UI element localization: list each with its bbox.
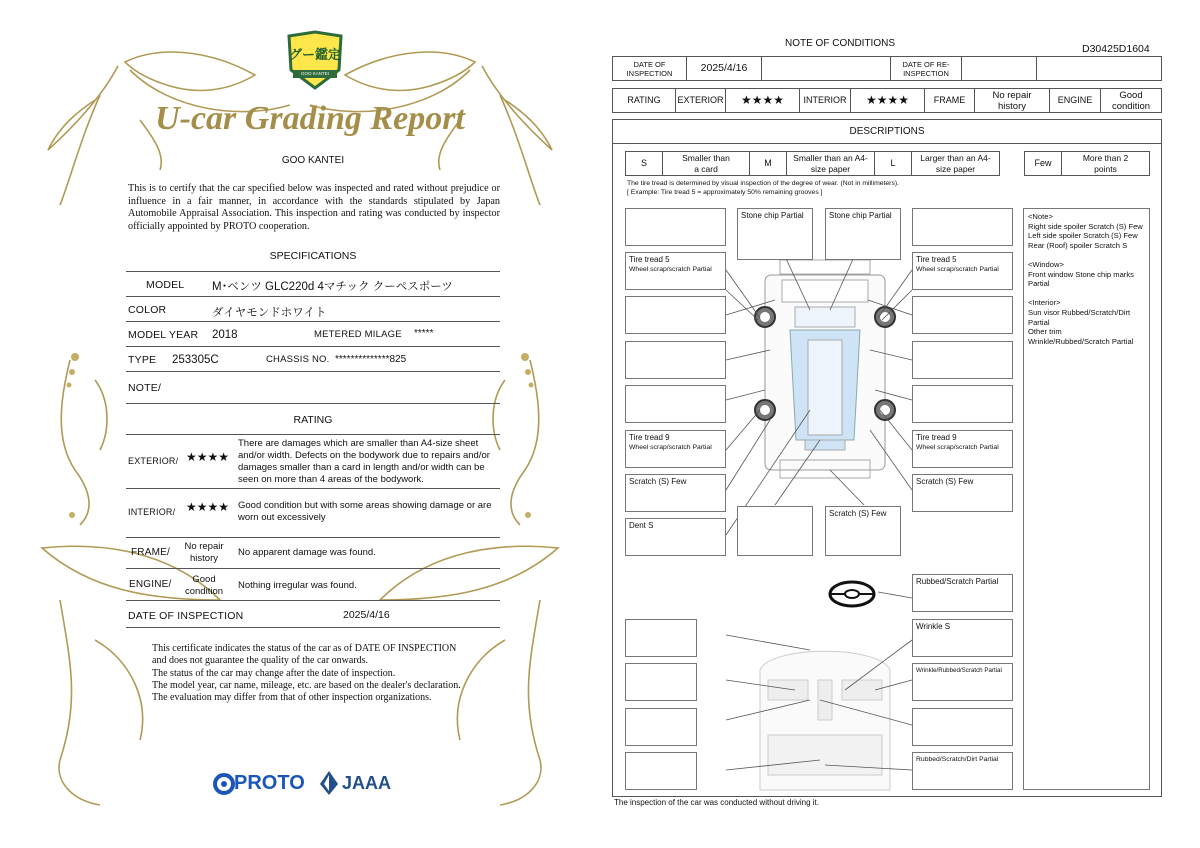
legend-few: Few [1024, 151, 1062, 176]
condition-box-wrinkle-rubbed [912, 663, 1013, 701]
frame-label: FRAME/ [131, 547, 170, 558]
note-label: NOTE/ [128, 382, 162, 394]
tire-note-2: [ Example: Tire tread 5 = approximately 50% remaining grooves ] [627, 189, 823, 196]
model-value: M･ベンツ GLC220d 4マチック クーペスポーツ [212, 281, 453, 293]
logo-small-text: GOO KANTEI [300, 71, 329, 76]
legend-m: M [749, 151, 787, 176]
condition-box [625, 663, 697, 701]
box-label: Tire tread 5 [629, 255, 670, 264]
goo-kantei-logo [285, 30, 345, 92]
condition-box-tire-fr [912, 252, 1013, 290]
footer-notes [152, 643, 470, 704]
jaaa-logo [318, 770, 398, 798]
date-value: 2025/4/16 [343, 609, 390, 621]
exterior-label: EXTERIOR/ [128, 456, 179, 466]
rule [126, 321, 500, 322]
footer-line: The model year, car name, mileage, etc. are based on the dealer's declaration. [152, 679, 461, 691]
box-label: Rubbed/Scratch/Dirt Partial [916, 756, 999, 763]
condition-box-tire-rr [912, 430, 1013, 468]
rule [126, 346, 500, 347]
condition-box [912, 708, 1013, 746]
proto-text: PROTO [234, 772, 305, 794]
footer-line: This certificate indicates the status of the car as of DATE OF INSPECTION and does not guarantee the quality of the car onwards. [152, 643, 457, 667]
exterior-stars: ★★★★ [725, 88, 800, 113]
frame-label: FRAME [924, 88, 975, 113]
rule [126, 271, 500, 272]
box-label: Scratch (S) Few [629, 477, 687, 486]
tire-note-1: The tire tread is determined by visual inspection of the degree of wear. (Not in millimeters). [627, 180, 899, 187]
date-insp-value: 2025/4/16 [686, 56, 762, 81]
date-label: DATE OF INSPECTION [128, 610, 244, 622]
legend-s: S [625, 151, 663, 176]
color-label: COLOR [128, 304, 167, 316]
condition-box-stone-chip-2 [825, 208, 901, 260]
box-label: Wheel scrap/scratch Partial [629, 444, 712, 451]
condition-box [625, 341, 726, 379]
frame-value: No repair history [974, 88, 1050, 113]
condition-box [625, 752, 697, 790]
color-value: ダイヤモンドホワイト [212, 307, 327, 319]
condition-box [625, 385, 726, 423]
rule [126, 488, 500, 489]
mileage-label: METERED MILAGE [314, 329, 402, 340]
rule [126, 537, 500, 538]
engine-value: Good condition [184, 574, 224, 597]
date-insp-label: DATE OF INSPECTION [612, 56, 687, 81]
exterior-label: EXTERIOR [675, 88, 726, 113]
rule [126, 600, 500, 601]
rule [126, 403, 500, 404]
frame-value: No repair history [184, 541, 224, 564]
box-label: Wrinkle S [916, 622, 951, 631]
box-label: Wheel scrap/scratch Partial [916, 266, 999, 273]
condition-box [912, 208, 1013, 246]
legend-s-desc: Smaller than a card [662, 151, 750, 176]
condition-box-scratch-right [912, 474, 1013, 512]
condition-box-stone-chip-1 [737, 208, 813, 260]
box-label: Stone chip Partial [741, 211, 804, 220]
legend-l-desc: Larger than an A4-size paper [911, 151, 1000, 176]
rule [126, 371, 500, 372]
logo-text: グー鑑定 [288, 47, 341, 62]
chassis-label: CHASSIS NO. [266, 354, 330, 365]
specs-heading: SPECIFICATIONS [269, 250, 357, 262]
condition-box [625, 619, 697, 657]
rule [126, 434, 500, 435]
footer-line: The evaluation may differ from that of other inspection organizations. [152, 692, 432, 704]
condition-box-dent [625, 518, 726, 556]
notes-panel: <Note> Right side spoiler Scratch (S) Few Left side spoiler Scratch (S) Few Rear (Roof) spoiler Scratch S <Window> Front window Stone chip marks Partial <Interior> Sun visor Rubbed/Scratch/Dirt Partial Other trim Wrinkle/Rubbed/Scratch Partial [1023, 208, 1150, 790]
intro-text: This is to certify that the car specified below was inspected and rated without prejudice or influence in a fair manner, in accordance with the standards stipulated by Japan Automobile Appraisal Association. This inspection and rating was conducted by inspector officially appointed by PROTO cooperation. [128, 183, 500, 232]
condition-box [912, 296, 1013, 334]
box-label: Tire tread 9 [916, 433, 957, 442]
type-label: TYPE [128, 354, 157, 366]
interior-desc: Good condition but with some areas showing damage or are worn out excessively [238, 500, 492, 523]
condition-box [625, 208, 726, 246]
rule [126, 568, 500, 569]
descriptions-heading: DESCRIPTIONS [612, 119, 1162, 144]
legend-m-desc: Smaller than an A4-size paper [786, 151, 875, 176]
footer-line: The status of the car may change after the date of inspection. [152, 667, 396, 679]
box-label: Scratch (S) Few [916, 477, 974, 486]
engine-value: Good condition [1100, 88, 1162, 113]
box-label: Wrinkle/Rubbed/Scratch Partial [916, 667, 1002, 674]
legend-few-desc: More than 2 points [1061, 151, 1150, 176]
type-value: 253305C [172, 354, 219, 366]
condition-box [737, 506, 813, 556]
condition-box-wrinkle [912, 619, 1013, 657]
condition-box-rubbed-dirt [912, 752, 1013, 790]
condition-box [625, 296, 726, 334]
condition-box-steering [912, 574, 1013, 612]
report-subtitle: GOO KANTEI [281, 155, 345, 166]
proto-logo [212, 770, 312, 798]
rule [126, 296, 500, 297]
condition-box [625, 708, 697, 746]
report-code: D30425D1604 [1082, 43, 1150, 55]
interior-stars: ★★★★ [850, 88, 925, 113]
box-label: Stone chip Partial [829, 211, 892, 220]
mileage-value: ***** [414, 328, 434, 339]
condition-box-scratch-left [625, 474, 726, 512]
interior-label: INTERIOR [799, 88, 851, 113]
box-label: Dent S [629, 521, 654, 530]
box-label: Tire tread 9 [629, 433, 670, 442]
conditions-title: NOTE OF CONDITIONS [785, 38, 895, 49]
report-title: U-car Grading Report [155, 100, 465, 137]
engine-label: ENGINE [1049, 88, 1101, 113]
engine-desc: Nothing irregular was found. [238, 580, 357, 591]
exterior-desc: There are damages which are smaller than A4-size sheet and/or width. Defects on the bodywork due to repairs and/or damages smaller than a card in length and/or width can be seen on more than 4 areas of the bodywork. [238, 438, 490, 485]
condition-box [912, 341, 1013, 379]
rating-heading: RATING [293, 414, 333, 426]
frame-desc: No apparent damage was found. [238, 547, 376, 558]
box-label: Rubbed/Scratch Partial [916, 577, 999, 586]
jaaa-text: JAAA [342, 773, 392, 793]
box-label: Wheel scrap/scratch Partial [629, 266, 712, 273]
box-label: Scratch (S) Few [829, 509, 887, 518]
rating-label: RATING [612, 88, 676, 113]
rule [126, 627, 500, 628]
condition-box-tire-fl [625, 252, 726, 290]
interior-label: INTERIOR/ [128, 507, 176, 517]
interior-stars: ★★★★ [186, 500, 230, 514]
note-of-conditions [600, 0, 1200, 848]
condition-box-tire-rl [625, 430, 726, 468]
condition-box [912, 385, 1013, 423]
condition-box-scratch-rear [825, 506, 901, 556]
box-label: Wheel scrap/scratch Partial [916, 444, 999, 451]
box-label: Tire tread 5 [916, 255, 957, 264]
model-label: MODEL [146, 279, 185, 291]
chassis-value: **************825 [335, 354, 407, 365]
exterior-stars: ★★★★ [186, 450, 230, 464]
re-insp-label: DATE OF RE-INSPECTION [890, 56, 962, 81]
model-year-label: MODEL YEAR [128, 329, 199, 341]
conditions-footer: The inspection of the car was conducted without driving it. [614, 798, 819, 807]
engine-label: ENGINE/ [129, 579, 172, 590]
model-year-value: 2018 [212, 329, 238, 341]
legend-l: L [874, 151, 912, 176]
